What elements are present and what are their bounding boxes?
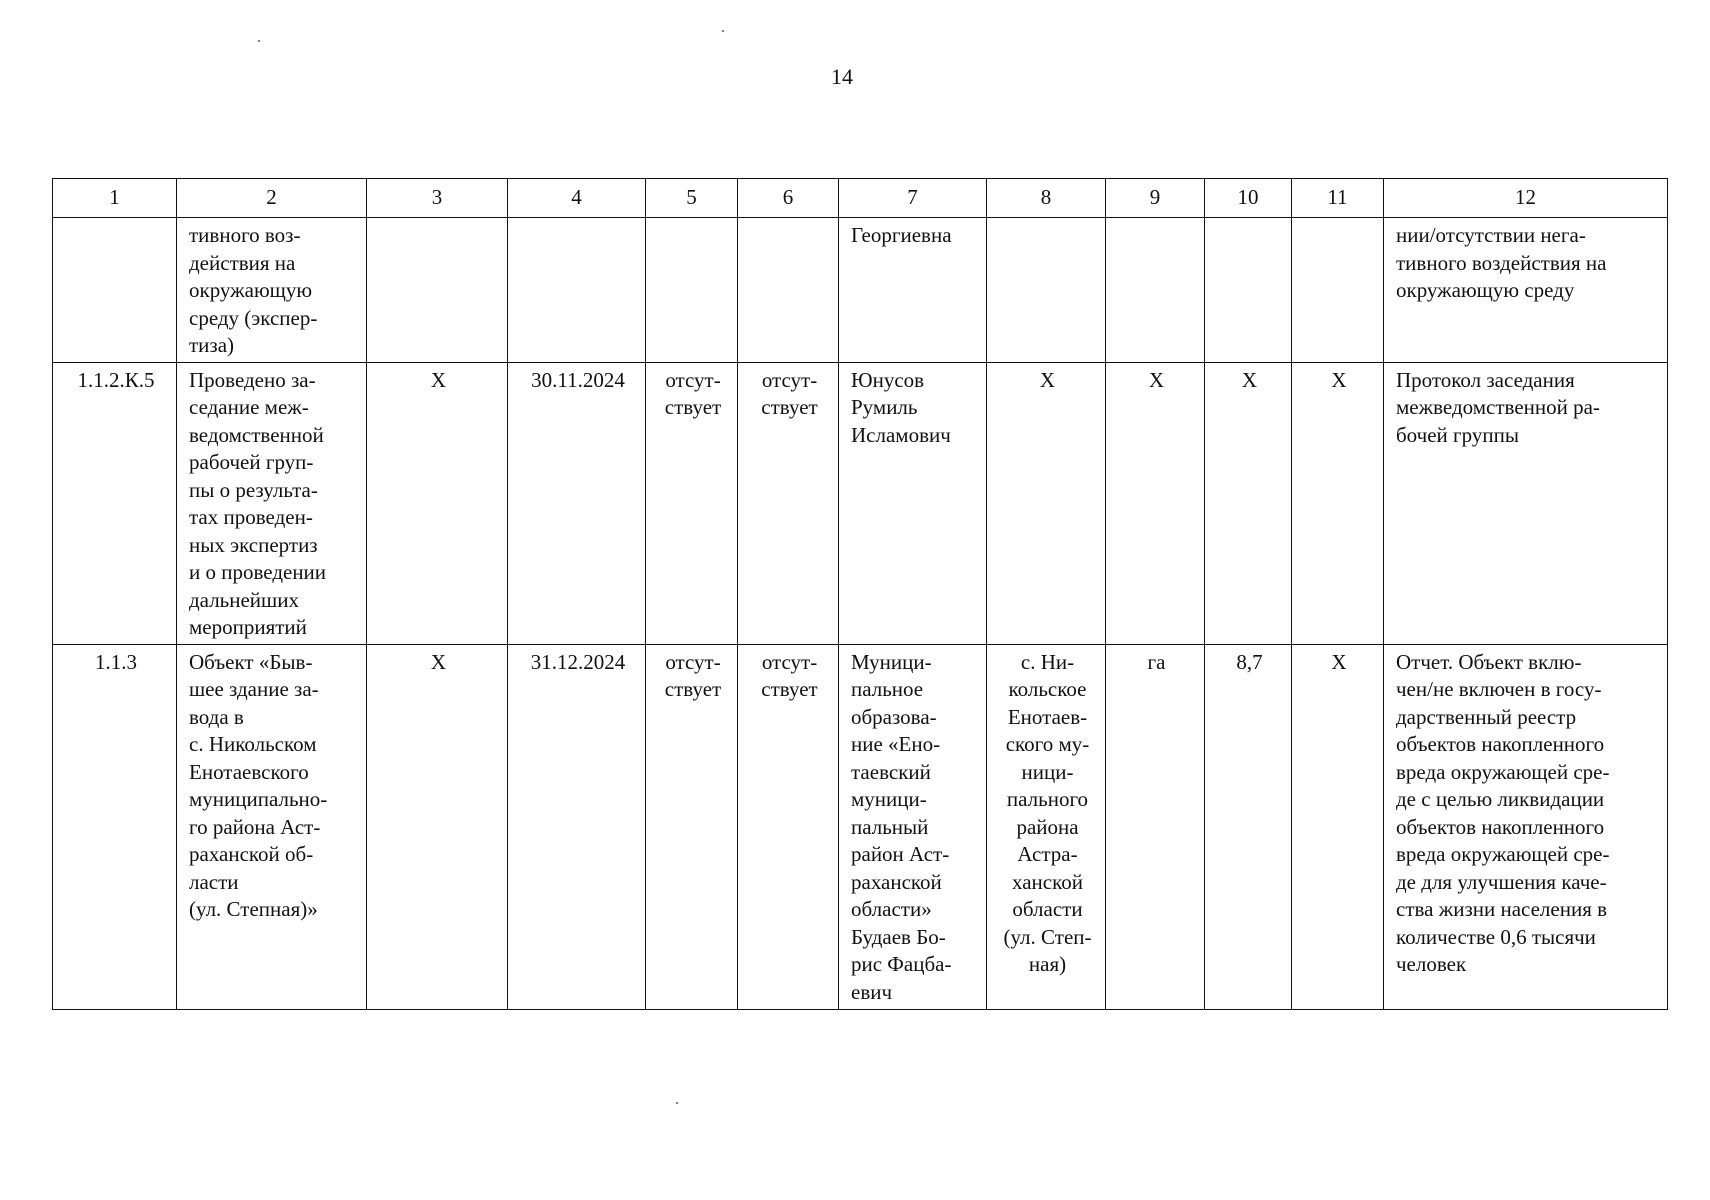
cell-col5 xyxy=(646,218,738,363)
cell-number: 1.1.2.К.5 xyxy=(53,362,177,644)
cell-text-line: отсут- xyxy=(761,649,818,674)
cell-responsible xyxy=(839,362,987,644)
column-header: 3 xyxy=(367,179,508,218)
cell-text-line: муниципально- xyxy=(189,787,328,811)
cell-text-line: (ул. Степная)» xyxy=(189,897,318,921)
cell-text-line: ствует xyxy=(664,677,722,701)
cell-text-line: действия на xyxy=(189,250,296,275)
cell-text-line: X xyxy=(1039,367,1056,392)
cell-value: X xyxy=(1205,362,1292,644)
cell-text-line: евич xyxy=(851,979,893,1004)
cell-text-line: де для улучшения каче- xyxy=(1396,869,1607,894)
cell-col11: X xyxy=(1292,644,1384,1009)
cell-text-line: раханской об- xyxy=(189,842,314,866)
cell-col3: X xyxy=(367,644,508,1009)
cell-text-line: раханской xyxy=(851,869,942,894)
table-row xyxy=(53,218,1668,363)
cell-text-line: Муници- xyxy=(851,649,932,674)
cell-text-line: ласти xyxy=(189,869,239,894)
cell-text-line: ная) xyxy=(1028,952,1067,976)
cell-text-line: объектов накопленного xyxy=(1396,814,1605,839)
cell-text-line: ханской xyxy=(1012,869,1083,894)
scan-speck xyxy=(676,1102,678,1104)
cell-text-line: Исламович xyxy=(851,422,951,447)
column-header: 9 xyxy=(1106,179,1205,218)
column-header: 11 xyxy=(1292,179,1384,218)
cell-date: 30.11.2024 xyxy=(508,362,646,644)
table-row xyxy=(53,644,1668,1009)
cell-text-line: с. Никольском xyxy=(189,732,317,756)
cell-text-line: ных экспертиз xyxy=(189,532,318,557)
cell-text-line: таевский xyxy=(851,759,931,784)
cell-text-line: области» xyxy=(851,897,932,921)
column-header: 7 xyxy=(839,179,987,218)
cell-date: 31.12.2024 xyxy=(508,644,646,1009)
cell-number: 1.1.3 xyxy=(53,644,177,1009)
cell-text-line: рис Фацба- xyxy=(851,952,952,976)
cell-text-line: тивного воздействия на xyxy=(1396,250,1607,275)
cell-col3 xyxy=(367,218,508,363)
column-header: 4 xyxy=(508,179,646,218)
header-row xyxy=(53,179,1668,218)
cell-unit xyxy=(1106,218,1205,363)
cell-text-line: де с целью ликвидации xyxy=(1396,787,1605,811)
cell-text-line: окружающую среду xyxy=(1396,278,1575,302)
cell-text-line: среду (экспер- xyxy=(189,305,318,330)
column-header: 5 xyxy=(646,179,738,218)
scan-speck xyxy=(722,30,724,32)
cell-text-line: пальный xyxy=(851,814,929,839)
cell-text-line: чен/не включен в госу- xyxy=(1396,677,1602,701)
cell-col5 xyxy=(646,644,738,1009)
cell-location xyxy=(987,218,1106,363)
cell-unit: га xyxy=(1106,644,1205,1009)
cell-result xyxy=(1384,218,1668,363)
cell-text-line: отсут- xyxy=(761,367,818,392)
cell-text-line: района xyxy=(1016,814,1079,839)
column-header: 10 xyxy=(1205,179,1292,218)
cell-text-line: отсут- xyxy=(665,367,721,392)
cell-text-line: тивного воз- xyxy=(189,223,301,247)
cell-col6 xyxy=(738,644,839,1009)
cell-responsible xyxy=(839,218,987,363)
scan-speck xyxy=(258,40,260,42)
cell-result xyxy=(1384,362,1668,644)
cell-text-line: Будаев Бо- xyxy=(851,924,946,949)
cell-text-line: ского му- xyxy=(1005,732,1090,756)
cell-text-line: Астра- xyxy=(1017,842,1078,866)
cell-col11 xyxy=(1292,218,1384,363)
cell-col5 xyxy=(646,362,738,644)
cell-text-line: количестве 0,6 тысячи xyxy=(1396,924,1596,949)
cell-text-line: Георгиевна xyxy=(851,223,952,247)
cell-text-line: Енотаев- xyxy=(1007,704,1088,729)
cell-text-line: Румиль xyxy=(851,395,918,419)
cell-text-line: ствует xyxy=(664,395,722,419)
cell-text-line: отсут- xyxy=(665,649,721,674)
cell-text-line: го района Аст- xyxy=(189,814,321,839)
cell-text-line: вода в xyxy=(189,704,244,729)
cell-text-line: дальнейших xyxy=(189,587,299,612)
cell-text-line: Объект «Быв- xyxy=(189,649,313,674)
cell-text-line: и о проведении xyxy=(189,560,327,584)
cell-text-line: человек xyxy=(1396,952,1467,976)
cell-text-line: объектов накопленного xyxy=(1396,732,1605,756)
cell-text-line: межведомственной ра- xyxy=(1396,395,1600,419)
cell-text-line: ници- xyxy=(1021,759,1074,784)
cell-text-line: (ул. Степ- xyxy=(1003,924,1092,949)
table-row xyxy=(53,362,1668,644)
cell-text-line: дарственный реестр xyxy=(1396,704,1577,729)
cell-col11: X xyxy=(1292,362,1384,644)
cell-text-line: тах проведен- xyxy=(189,505,313,529)
cell-text-line: нии/отсутствии нега- xyxy=(1396,223,1586,247)
cell-text-line: ствует xyxy=(761,677,818,701)
cell-value xyxy=(1205,218,1292,363)
cell-text-line: кольское xyxy=(1008,677,1087,701)
cell-date xyxy=(508,218,646,363)
cell-text-line: пального xyxy=(1006,787,1089,811)
cell-text-line: ние «Ено- xyxy=(851,732,941,756)
cell-text-line: ства жизни населения в xyxy=(1396,897,1608,921)
cell-text-line: окружающую xyxy=(189,278,313,302)
cell-description xyxy=(177,218,367,363)
column-header: 6 xyxy=(738,179,839,218)
cell-text-line: рабочей груп- xyxy=(189,450,314,474)
cell-location xyxy=(987,362,1106,644)
cell-result xyxy=(1384,644,1668,1009)
cell-text-line: Проведено за- xyxy=(189,367,316,392)
cell-text-line: Отчет. Объект вклю- xyxy=(1396,649,1582,674)
cell-text-line: ведомственной xyxy=(189,422,324,447)
cell-text-line: мероприятий xyxy=(189,615,307,639)
cell-text-line: образова- xyxy=(851,704,937,729)
cell-text-line: Протокол заседания xyxy=(1396,367,1575,392)
cell-responsible xyxy=(839,644,987,1009)
page-number: 14 xyxy=(831,64,853,89)
cell-description xyxy=(177,362,367,644)
cell-text-line: вреда окружающей сре- xyxy=(1396,842,1610,866)
cell-text-line: Енотаевского xyxy=(189,759,309,784)
cell-col6 xyxy=(738,218,839,363)
cell-value: 8,7 xyxy=(1205,644,1292,1009)
column-header: 8 xyxy=(987,179,1106,218)
cell-col6 xyxy=(738,362,839,644)
column-header: 1 xyxy=(53,179,177,218)
cell-text-line: шее здание за- xyxy=(189,677,319,701)
column-header: 12 xyxy=(1384,179,1668,218)
report-table xyxy=(52,178,1668,1010)
cell-unit: X xyxy=(1106,362,1205,644)
cell-text-line: с. Ни- xyxy=(1020,649,1075,674)
cell-text-line: пальное xyxy=(851,677,924,701)
cell-text-line: муници- xyxy=(851,787,927,811)
cell-text-line: бочей группы xyxy=(1396,422,1519,447)
cell-text-line: области xyxy=(1012,897,1083,921)
cell-text-line: вреда окружающей сре- xyxy=(1396,759,1610,784)
cell-text-line: пы о результа- xyxy=(189,477,318,502)
cell-text-line: тиза) xyxy=(189,333,235,357)
cell-text-line: ствует xyxy=(761,395,818,419)
column-header: 2 xyxy=(177,179,367,218)
cell-text-line: седание меж- xyxy=(189,395,309,419)
cell-description xyxy=(177,644,367,1009)
cell-number xyxy=(53,218,177,363)
cell-text-line: район Аст- xyxy=(851,842,950,866)
cell-col3: X xyxy=(367,362,508,644)
cell-location xyxy=(987,644,1106,1009)
cell-text-line: Юнусов xyxy=(851,367,925,392)
